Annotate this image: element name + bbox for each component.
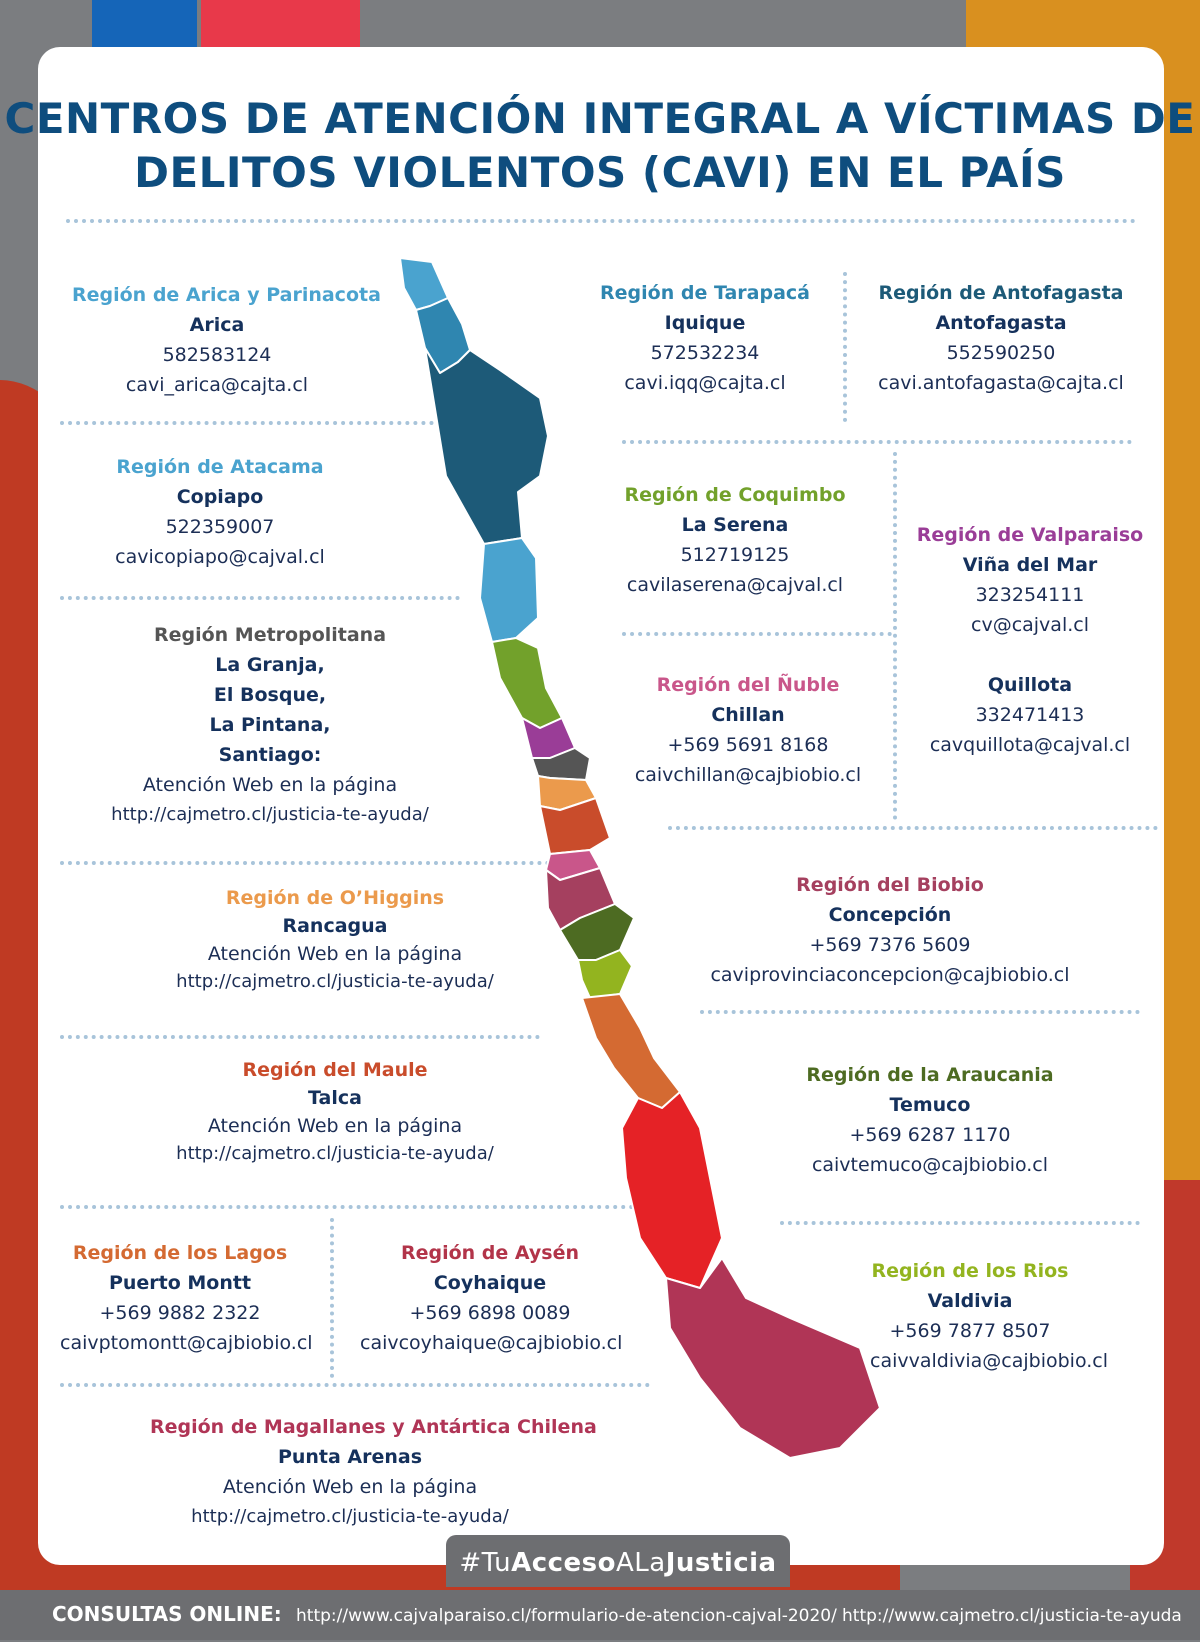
map-region-coquimbo bbox=[492, 638, 562, 728]
block-ohiggins bbox=[150, 884, 520, 996]
phone-number: +569 9882 2322 bbox=[99, 1302, 261, 1324]
commune-1: La Granja, bbox=[215, 654, 325, 676]
web-link[interactable]: http://cajmetro.cl/justicia-te-ayuda/ bbox=[176, 971, 494, 992]
email-address: cavi.iqq@cajta.cl bbox=[624, 372, 786, 394]
block-antofagasta bbox=[866, 278, 1136, 398]
page-title bbox=[0, 92, 1200, 200]
block-lagos bbox=[60, 1238, 313, 1358]
email-address: caivtemuco@cajbiobio.cl bbox=[811, 1154, 1049, 1176]
region-name: Región de los Rios bbox=[871, 1260, 1069, 1282]
commune-3: La Pintana, bbox=[209, 714, 331, 736]
city-name: Rancagua bbox=[282, 915, 388, 937]
city-name: Temuco bbox=[889, 1094, 971, 1116]
email-address: caivcoyhaique@cajbiobio.cl bbox=[360, 1332, 623, 1354]
hashtag-part-4: Justicia bbox=[665, 1548, 777, 1578]
region-name: Región de Antofagasta bbox=[878, 282, 1124, 304]
block-aysen bbox=[360, 1238, 623, 1358]
hashtag-part-1: #Tu bbox=[459, 1548, 512, 1578]
phone-number: +569 7376 5609 bbox=[809, 934, 971, 956]
web-link[interactable]: http://cajmetro.cl/justicia-te-ayuda/ bbox=[176, 1143, 494, 1164]
phone-number: +569 7877 8507 bbox=[889, 1320, 1051, 1342]
region-name: Región de Arica y Parinacota bbox=[72, 284, 381, 306]
hashtag-banner bbox=[446, 1535, 790, 1587]
phone-number: +569 6898 0089 bbox=[409, 1302, 571, 1324]
phone-number: 512719125 bbox=[680, 544, 790, 566]
city-name: Copiapo bbox=[176, 486, 264, 508]
map-region-lagos bbox=[582, 994, 680, 1108]
city-name: Valdivia bbox=[927, 1290, 1013, 1312]
divider-left-1 bbox=[60, 421, 450, 425]
phone-number: 582583124 bbox=[162, 344, 272, 366]
email-address: cavilaserena@cajval.cl bbox=[626, 574, 844, 596]
city-name: Chillan bbox=[711, 704, 785, 726]
phone-number: 552590250 bbox=[946, 342, 1056, 364]
city-name: Arica bbox=[189, 314, 245, 336]
city-name: Concepción bbox=[828, 904, 952, 926]
region-name: Región de Magallanes y Antártica Chilena bbox=[150, 1416, 597, 1438]
footer-label: CONSULTAS ONLINE: bbox=[52, 1602, 282, 1626]
phone-number: 522359007 bbox=[165, 516, 275, 538]
block-valparaiso bbox=[910, 520, 1150, 760]
email-address: caivptomontt@cajbiobio.cl bbox=[60, 1332, 313, 1354]
email-address: caivchillan@cajbiobio.cl bbox=[634, 764, 862, 786]
phone-number-2: 332471413 bbox=[975, 704, 1085, 726]
block-tarapaca bbox=[590, 278, 820, 398]
email-address: cavi_arica@cajta.cl bbox=[125, 374, 309, 396]
region-name: Región de Coquimbo bbox=[624, 484, 846, 506]
commune-2: El Bosque, bbox=[213, 684, 327, 706]
map-region-aysen bbox=[622, 1092, 722, 1288]
web-link[interactable]: http://cajmetro.cl/justicia-te-ayuda/ bbox=[191, 1506, 509, 1527]
divider-title bbox=[66, 219, 1136, 223]
region-name: Región del Maule bbox=[242, 1059, 428, 1081]
region-name: Región de Tarapacá bbox=[600, 282, 810, 304]
web-attention: Atención Web en la página bbox=[207, 943, 463, 965]
city-name: Coyhaique bbox=[433, 1272, 547, 1294]
hashtag-part-3: ALa bbox=[616, 1548, 666, 1578]
region-name: Región del Biobio bbox=[796, 874, 984, 896]
region-name: Región de los Lagos bbox=[72, 1242, 288, 1264]
web-attention: Atención Web en la página bbox=[222, 1476, 478, 1498]
web-link[interactable]: http://cajmetro.cl/justicia-te-ayuda/ bbox=[111, 804, 429, 825]
block-metropolitana bbox=[90, 620, 450, 830]
region-name: Región de Valparaiso bbox=[916, 524, 1144, 546]
region-name: Región Metropolitana bbox=[153, 624, 387, 646]
web-attention: Atención Web en la página bbox=[142, 774, 398, 796]
phone-number: 572532234 bbox=[650, 342, 760, 364]
commune-4: Santiago: bbox=[218, 744, 322, 766]
hashtag-part-2: Acceso bbox=[511, 1548, 617, 1578]
email-address: cavicopiapo@cajval.cl bbox=[115, 546, 325, 568]
block-arica bbox=[72, 280, 381, 400]
region-name: Región del Ñuble bbox=[656, 674, 840, 696]
region-name: Región de Aysén bbox=[400, 1242, 580, 1264]
city-name: Antofagasta bbox=[935, 312, 1067, 334]
city-name: Punta Arenas bbox=[277, 1446, 423, 1468]
email-address-2: cavquillota@cajval.cl bbox=[929, 734, 1131, 756]
city-name: Puerto Montt bbox=[108, 1272, 252, 1294]
city-name: La Serena bbox=[681, 514, 789, 536]
block-magallanes bbox=[150, 1412, 597, 1532]
footer-bar bbox=[0, 1590, 1200, 1640]
phone-number: +569 6287 1170 bbox=[849, 1124, 1011, 1146]
city-name: Iquique bbox=[664, 312, 746, 334]
web-attention: Atención Web en la página bbox=[207, 1115, 463, 1137]
block-biobio bbox=[710, 870, 1070, 990]
city-name: Viña del Mar bbox=[962, 554, 1098, 576]
email-address: cavi.antofagasta@cajta.cl bbox=[878, 372, 1124, 394]
region-name: Región de Atacama bbox=[116, 456, 324, 478]
email-address: caviprovinciaconcepcion@cajbiobio.cl bbox=[710, 964, 1070, 986]
block-coquimbo bbox=[620, 480, 850, 600]
block-araucania bbox=[800, 1060, 1060, 1180]
phone-number: +569 5691 8168 bbox=[667, 734, 829, 756]
region-name: Región de O’Higgins bbox=[225, 887, 445, 909]
divider-vertical-3 bbox=[330, 1218, 334, 1378]
footer-link-cajval[interactable]: http://www.cajvalparaiso.cl/formulario-de-atencion-cajval-2020/ bbox=[296, 1606, 837, 1626]
phone-number: 323254111 bbox=[975, 584, 1085, 606]
title-line-1: CENTROS DE ATENCIÓN INTEGRAL A VÍCTIMAS DE bbox=[4, 94, 1196, 143]
map-region-atacama bbox=[480, 538, 538, 642]
email-address: cv@cajval.cl bbox=[971, 614, 1089, 636]
footer-link-cajmetro[interactable]: http://www.cajmetro.cl/justicia-te-ayuda bbox=[842, 1606, 1182, 1626]
map-region-antofagasta bbox=[425, 348, 548, 544]
block-atacama bbox=[100, 452, 340, 572]
city-name-2: Quillota bbox=[987, 674, 1073, 696]
city-name: Talca bbox=[308, 1087, 362, 1109]
map-region-magallanes bbox=[666, 1258, 880, 1458]
title-line-2: DELITOS VIOLENTOS (CAVI) EN EL PAÍS bbox=[134, 148, 1066, 197]
block-rios bbox=[870, 1256, 1109, 1376]
block-maule bbox=[150, 1056, 520, 1168]
email-address: caivvaldivia@cajbiobio.cl bbox=[870, 1350, 1109, 1372]
region-name: Región de la Araucania bbox=[806, 1064, 1054, 1086]
block-nuble bbox=[628, 670, 868, 790]
